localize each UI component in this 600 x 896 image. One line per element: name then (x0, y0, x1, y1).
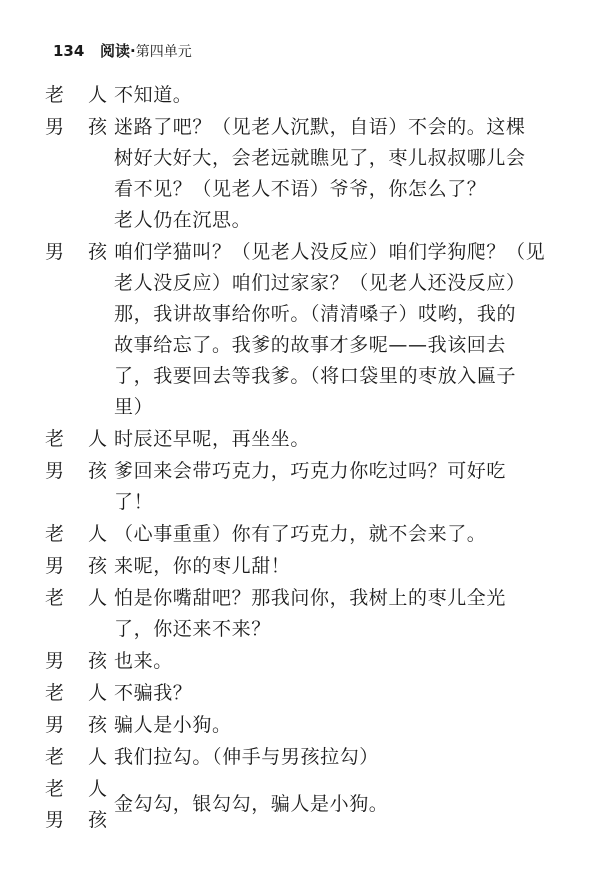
speaker-char: 人 (87, 682, 107, 704)
dialogue-line: 金勾勾，银勾勾，骗人是小狗。 (114, 793, 389, 815)
dialogue-line: 看不见？（见老人不语）爷爷，你怎么了？ (114, 178, 487, 200)
speaker-char: 人 (87, 428, 107, 450)
dialogue-entry (0, 583, 600, 645)
speaker-char: 男 (45, 460, 65, 482)
speaker-name (45, 112, 107, 143)
page-header (53, 40, 192, 61)
speaker-char: 老 (45, 682, 65, 704)
dialogue-line: 了！ (114, 491, 154, 513)
speaker-char: 孩 (87, 116, 107, 138)
speaker-name (45, 742, 107, 773)
dialogue-line: 树好大好大，会老远就瞧见了，枣儿叔叔哪儿会 (114, 147, 526, 169)
section-title: 阅读 (100, 42, 131, 60)
dialogue-entry (0, 237, 600, 423)
speaker-char: 男 (45, 714, 65, 736)
speaker-name (45, 646, 107, 677)
dialogue-line: 怕是你嘴甜吧？那我问你，我树上的枣儿全光 (114, 587, 507, 609)
dialogue-entry (0, 678, 600, 709)
page-number: 134 (53, 42, 85, 60)
dialogue-line: 不骗我？ (114, 682, 193, 704)
speaker-char: 老 (45, 587, 65, 609)
dialogue-entry (0, 424, 600, 455)
speaker-char: 孩 (87, 809, 107, 831)
speaker-char: 人 (87, 746, 107, 768)
dialogue-entry (0, 551, 600, 582)
speaker-name (45, 519, 107, 550)
dialogue-entry (0, 519, 600, 550)
dialogue-line: 里） (114, 396, 154, 418)
dialogue-entry (0, 80, 600, 111)
dialogue-line: 也来。 (114, 650, 173, 672)
speaker-name (45, 551, 107, 582)
speaker-char: 男 (45, 116, 65, 138)
speaker-char: 人 (87, 587, 107, 609)
dialogue-entry (0, 112, 600, 236)
dialogue-line: 咱们学猫叫？（见老人没反应）咱们学狗爬？（见 (114, 241, 546, 263)
speaker-char: 人 (87, 778, 107, 800)
dialogue-entry-chorus (0, 774, 600, 836)
speaker-name (45, 805, 107, 836)
dialogue-entry (0, 710, 600, 741)
dialogue-line: 迷路了吧？（见老人沉默，自语）不会的。这棵 (114, 116, 526, 138)
dialogue-line: 老人仍在沉思。 (114, 209, 252, 231)
speaker-name (45, 424, 107, 455)
speaker-name (45, 583, 107, 614)
speaker-char: 老 (45, 84, 65, 106)
speaker-char: 老 (45, 746, 65, 768)
speaker-name (45, 237, 107, 268)
speaker-char: 孩 (87, 650, 107, 672)
dialogue-line: 我们拉勾。（伸手与男孩拉勾） (114, 746, 379, 768)
dialogue-entry (0, 456, 600, 518)
dialogue (0, 80, 600, 837)
dialogue-entry (0, 646, 600, 677)
speaker-name (45, 456, 107, 487)
speaker-char: 孩 (87, 460, 107, 482)
speaker-name (45, 774, 107, 805)
speaker-char: 孩 (87, 555, 107, 577)
speaker-char: 孩 (87, 714, 107, 736)
speaker-char: 人 (87, 84, 107, 106)
separator-dot: · (130, 42, 136, 60)
speaker-char: 男 (45, 809, 65, 831)
dialogue-line: 老人没反应）咱们过家家？（见老人还没反应） (114, 272, 526, 294)
dialogue-line: 了，我要回去等我爹。（将口袋里的枣放入匾子 (114, 365, 517, 387)
dialogue-line: 时辰还早呢，再坐坐。 (114, 428, 311, 450)
dialogue-line: 那，我讲故事给你听。（清清嗓子）哎哟，我的 (114, 303, 517, 325)
dialogue-line: 故事给忘了。我爹的故事才多呢——我该回去 (114, 334, 507, 356)
unit-title: 第四单元 (135, 44, 192, 60)
dialogue-line: 爹回来会带巧克力，巧克力你吃过吗？可好吃 (114, 460, 507, 482)
speaker-char: 男 (45, 650, 65, 672)
speaker-char: 男 (45, 241, 65, 263)
dialogue-line: （心事重重）你有了巧克力，就不会来了。 (114, 523, 487, 545)
speaker-name (45, 710, 107, 741)
speaker-name (45, 80, 107, 111)
dialogue-entry (0, 742, 600, 773)
speaker-char: 老 (45, 778, 65, 800)
speaker-name (45, 678, 107, 709)
speaker-char: 老 (45, 428, 65, 450)
speaker-char: 孩 (87, 241, 107, 263)
speaker-char: 老 (45, 523, 65, 545)
dialogue-line: 来呢，你的枣儿甜！ (114, 555, 291, 577)
speaker-char: 人 (87, 523, 107, 545)
dialogue-line: 不知道。 (114, 84, 193, 106)
dialogue-line: 骗人是小狗。 (114, 714, 232, 736)
speaker-char: 男 (45, 555, 65, 577)
dialogue-line: 了，你还来不来？ (114, 618, 271, 640)
